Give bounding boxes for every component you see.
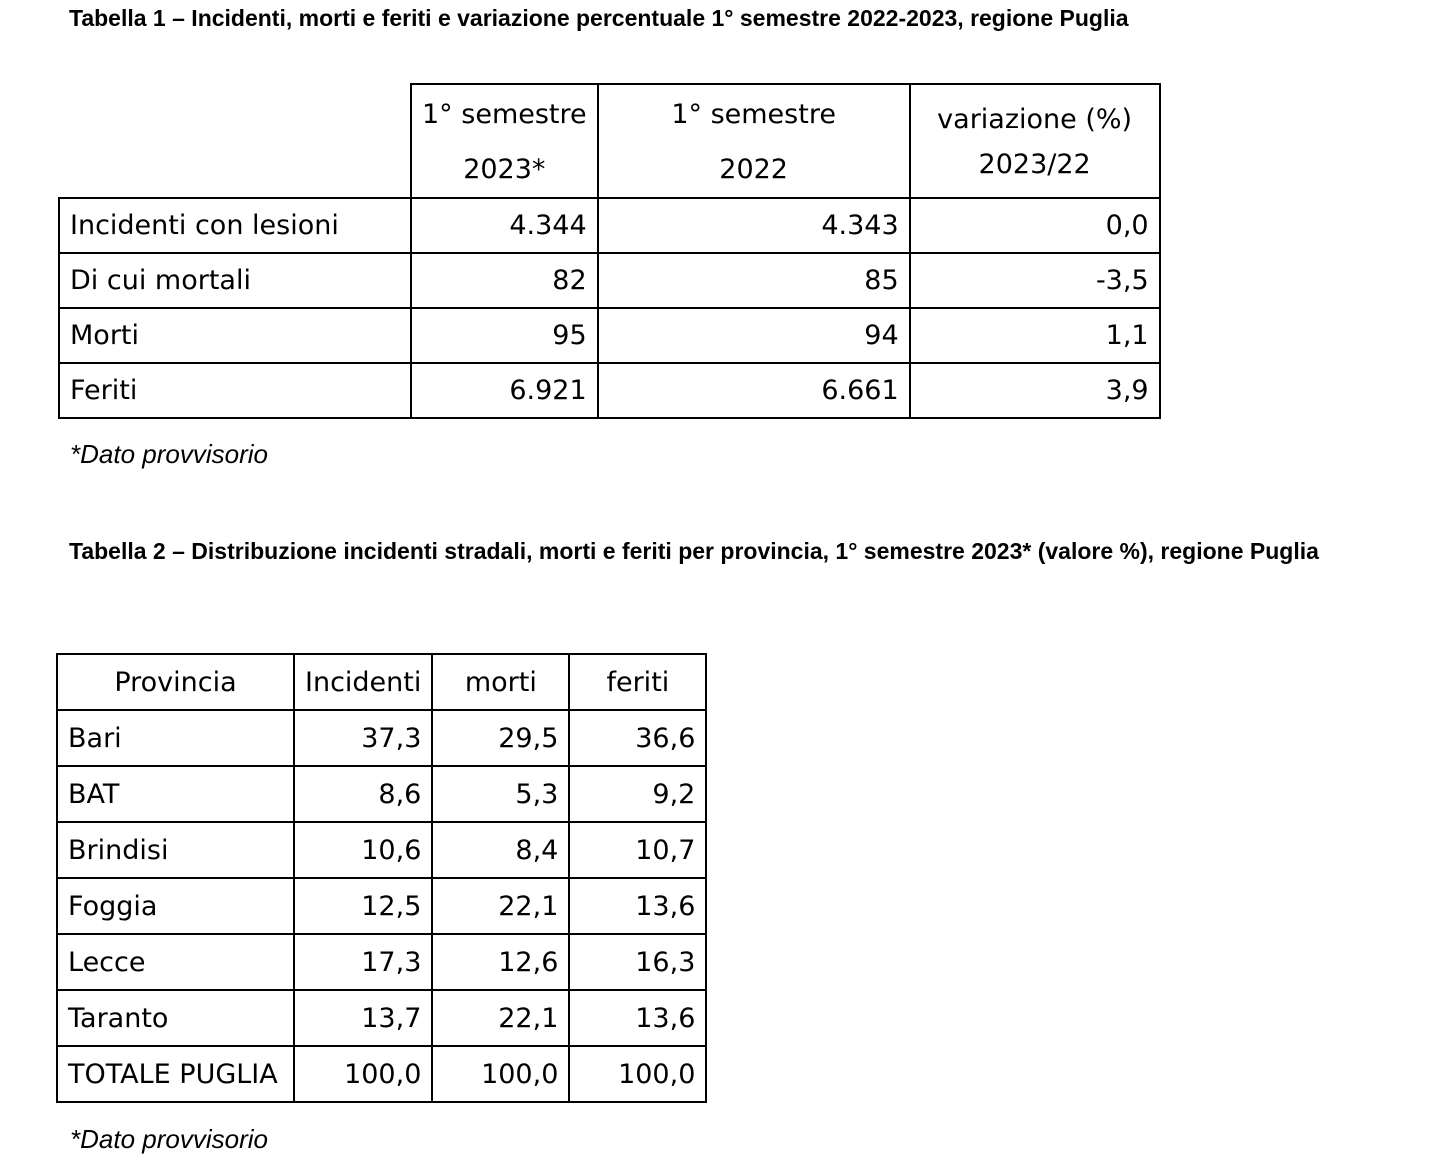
morti-cell: 12,6 (432, 934, 569, 990)
provincia-cell: Bari (57, 710, 294, 766)
morti-cell: 100,0 (432, 1046, 569, 1102)
value-2023: 4.344 (411, 198, 598, 253)
feriti-cell: 13,6 (569, 878, 706, 934)
incidenti-cell: 13,7 (294, 990, 432, 1046)
incidenti-cell: 8,6 (294, 766, 432, 822)
value-2022: 85 (598, 253, 910, 308)
table1-header-2022-line1: 1° semestre (671, 99, 836, 130)
provincia-cell: TOTALE PUGLIA (57, 1046, 294, 1102)
table1-header-row (59, 84, 1160, 198)
morti-cell: 22,1 (432, 878, 569, 934)
feriti-cell: 36,6 (569, 710, 706, 766)
row-label: Feriti (59, 363, 411, 418)
table2-title: Tabella 2 – Distribuzione incidenti stradali, morti e feriti per provincia, 1° semestre 2023* (valore %), regione Puglia (69, 538, 1319, 564)
provincia-cell: Taranto (57, 990, 294, 1046)
value-2022: 6.661 (598, 363, 910, 418)
value-2023: 6.921 (411, 363, 598, 418)
header-feriti: feriti (569, 654, 706, 710)
morti-cell: 5,3 (432, 766, 569, 822)
table2-header-row (57, 654, 706, 710)
morti-cell: 22,1 (432, 990, 569, 1046)
table2-footnote: *Dato provvisorio (70, 1124, 268, 1154)
table1-header-blank (59, 84, 411, 198)
table1 (58, 83, 1161, 419)
incidenti-cell: 10,6 (294, 822, 432, 878)
provincia-cell: Brindisi (57, 822, 294, 878)
provincia-cell: BAT (57, 766, 294, 822)
incidenti-cell: 37,3 (294, 710, 432, 766)
provincia-cell: Foggia (57, 878, 294, 934)
table-row (57, 878, 706, 934)
header-provincia: Provincia (57, 654, 294, 710)
incidenti-cell: 17,3 (294, 934, 432, 990)
morti-cell: 29,5 (432, 710, 569, 766)
morti-cell: 8,4 (432, 822, 569, 878)
table-row (57, 766, 706, 822)
feriti-cell: 9,2 (569, 766, 706, 822)
row-label: Di cui mortali (59, 253, 411, 308)
row-label: Morti (59, 308, 411, 363)
value-2023: 95 (411, 308, 598, 363)
table1-header-variation (910, 84, 1160, 198)
table2 (56, 653, 707, 1103)
table1-header-variation-line2: 2023/22 (978, 149, 1091, 180)
header-incidenti: Incidenti (294, 654, 432, 710)
value-2022: 4.343 (598, 198, 910, 253)
table1-header-2022-line2: 2022 (719, 154, 788, 185)
table-row (59, 363, 1160, 418)
table1-header-2023-line2: 2023* (463, 154, 546, 185)
incidenti-cell: 100,0 (294, 1046, 432, 1102)
feriti-cell: 16,3 (569, 934, 706, 990)
table1-title: Tabella 1 – Incidenti, morti e feriti e variazione percentuale 1° semestre 2022-2023, regione Puglia (69, 5, 1129, 31)
provincia-cell: Lecce (57, 934, 294, 990)
table-row (57, 990, 706, 1046)
feriti-cell: 13,6 (569, 990, 706, 1046)
table-row (57, 822, 706, 878)
table1-header-2023-line1: 1° semestre (422, 99, 587, 130)
header-morti: morti (432, 654, 569, 710)
value-2023: 82 (411, 253, 598, 308)
table1-header-2023 (411, 84, 598, 198)
table-row (59, 308, 1160, 363)
table1-footnote: *Dato provvisorio (70, 439, 268, 469)
table1-header-2022 (598, 84, 910, 198)
value-variation: -3,5 (910, 253, 1160, 308)
table-row (57, 934, 706, 990)
table-row (57, 1046, 706, 1102)
value-variation: 0,0 (910, 198, 1160, 253)
feriti-cell: 100,0 (569, 1046, 706, 1102)
value-variation: 1,1 (910, 308, 1160, 363)
table-row (59, 198, 1160, 253)
table1-header-variation-line1: variazione (%) (937, 104, 1133, 135)
value-variation: 3,9 (910, 363, 1160, 418)
row-label: Incidenti con lesioni (59, 198, 411, 253)
table-row (57, 710, 706, 766)
feriti-cell: 10,7 (569, 822, 706, 878)
table-row (59, 253, 1160, 308)
value-2022: 94 (598, 308, 910, 363)
incidenti-cell: 12,5 (294, 878, 432, 934)
